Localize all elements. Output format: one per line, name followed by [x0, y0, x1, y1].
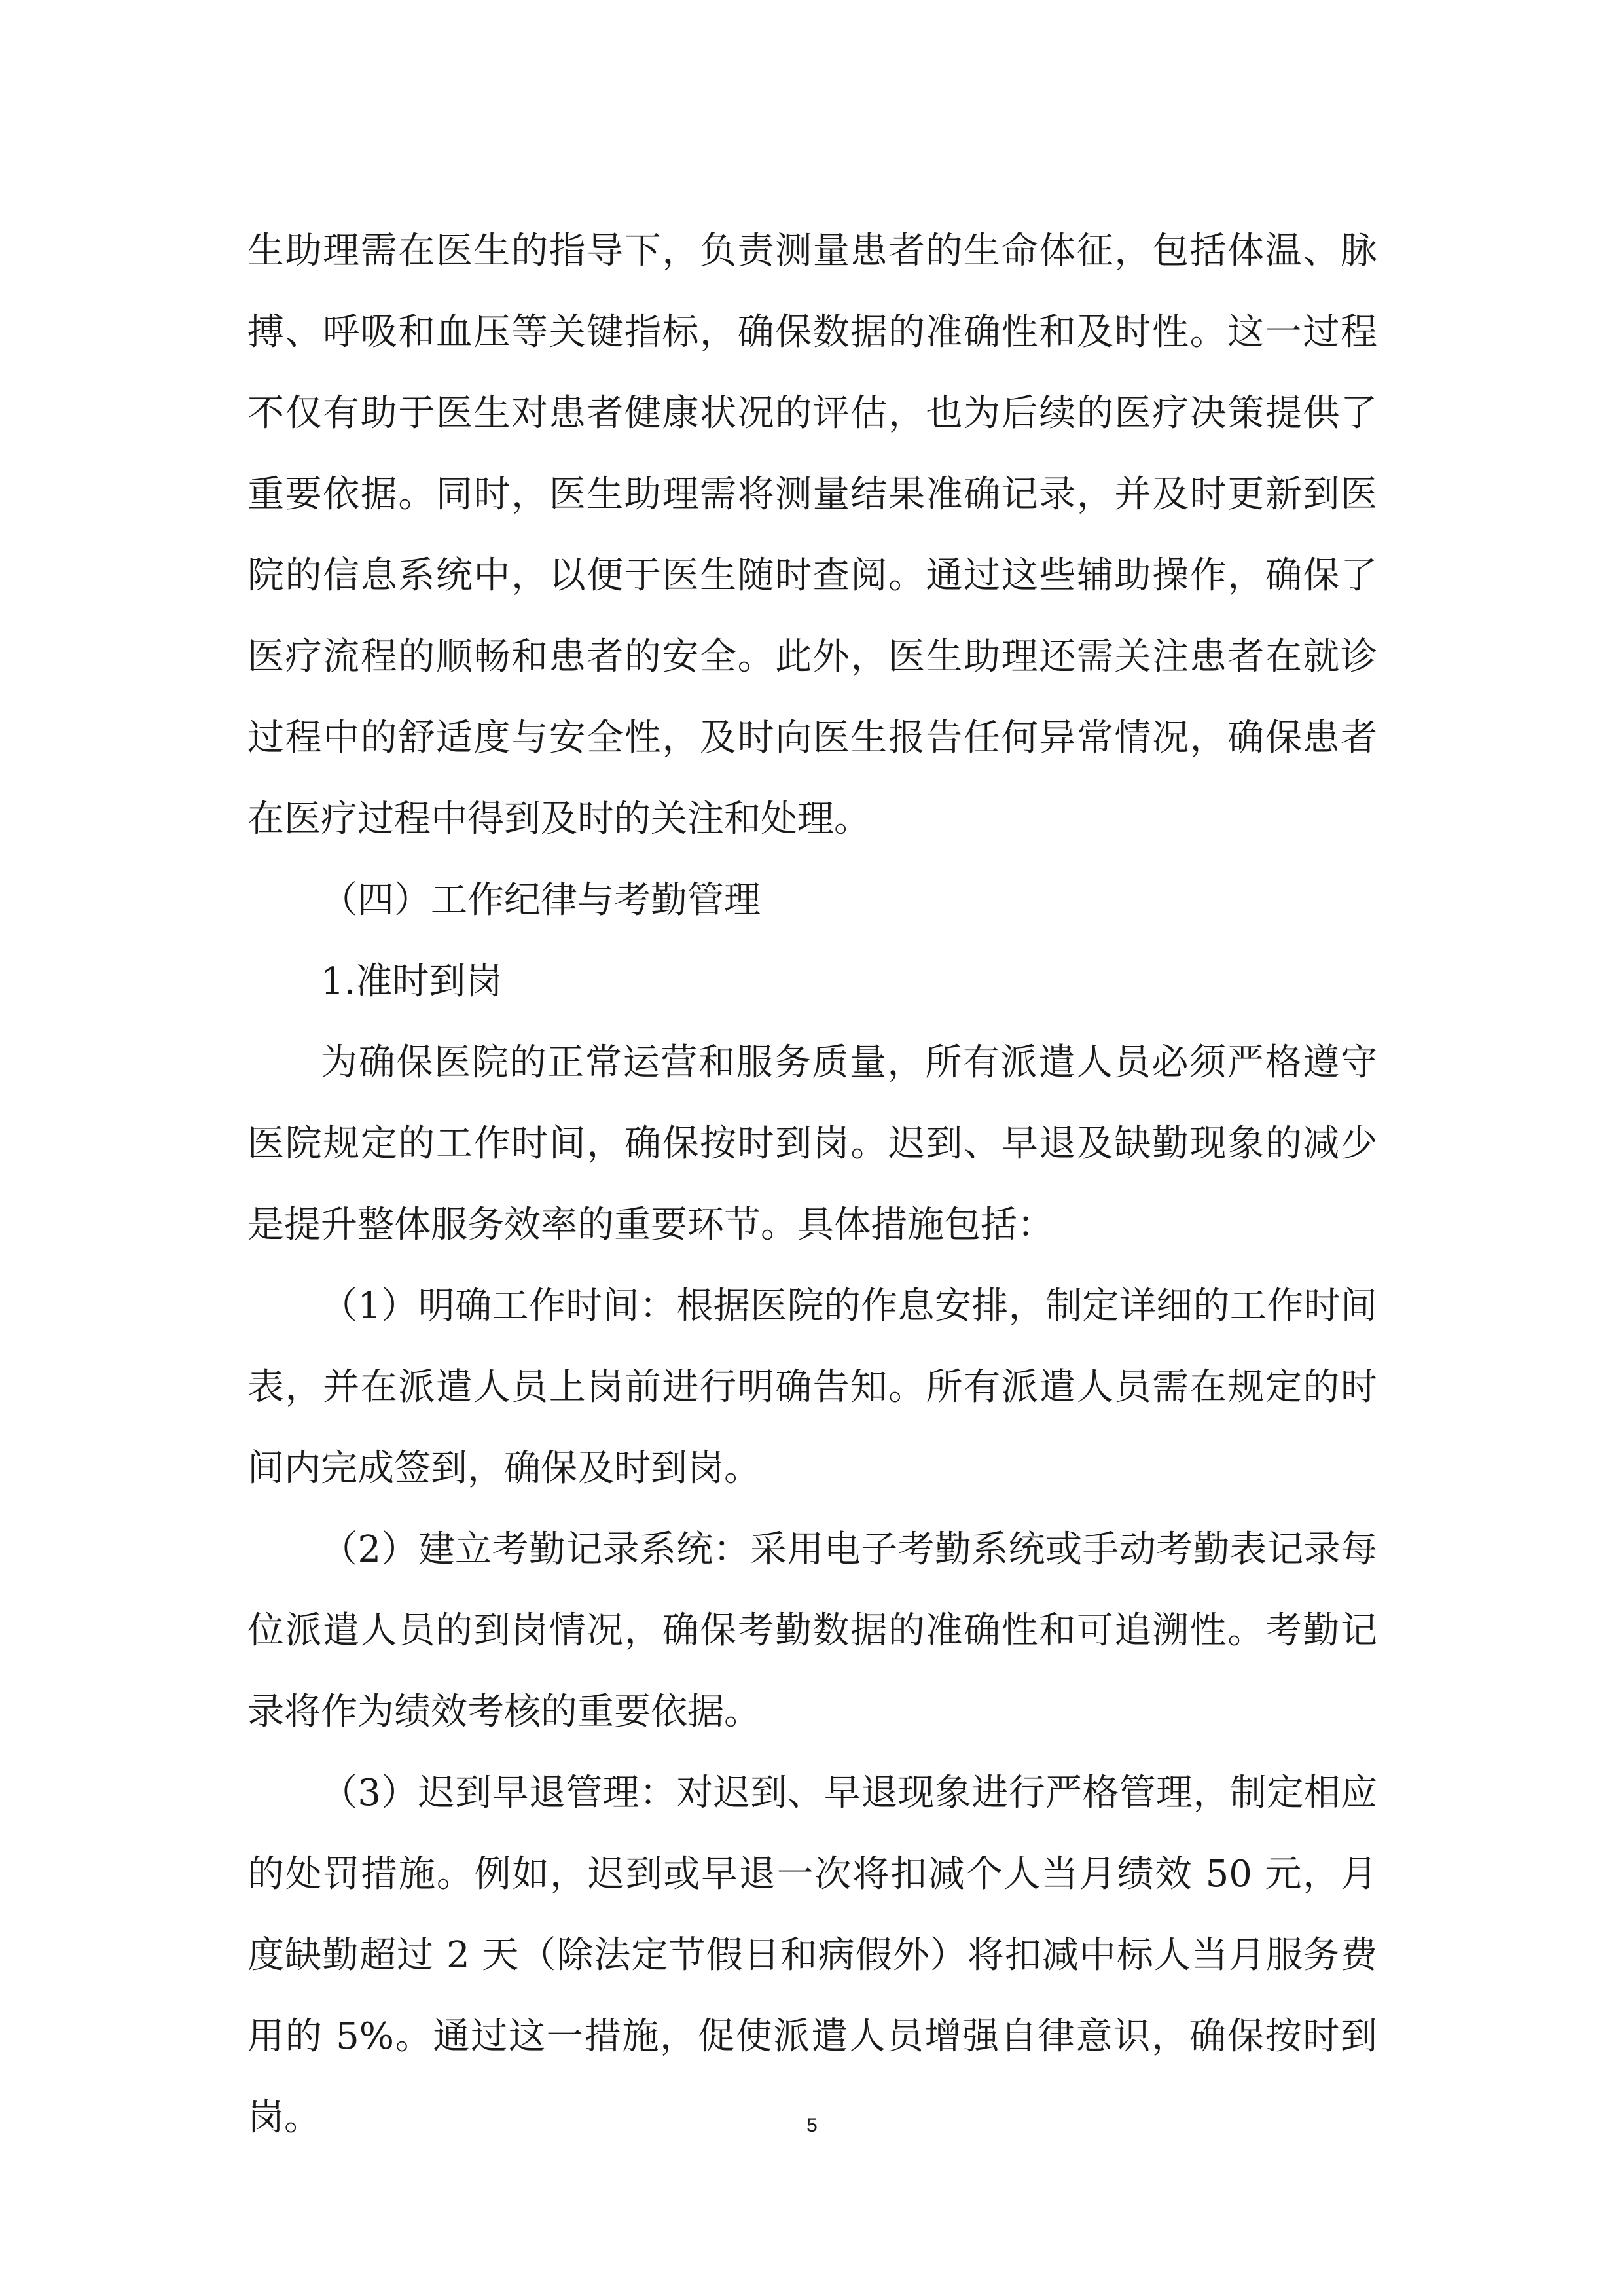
paragraph-continued: 生助理需在医生的指导下，负责测量患者的生命体征，包括体温、脉搏、呼吸和血压等关键指标，确保数据的准确性和及时性。这一过程不仅有助于医生对患者健康状况的评估，也为后续的医疗决策提供了重要依据。同时，医生助理需将测量结果准确记录，并及时更新到医院的信息系统中，以便于医生随时查阅。通过这些辅助操作，确保了医疗流程的顺畅和患者的安全。此外，医生助理还需关注患者在就诊过程中的舒适度与安全性，及时向医生报告任何异常情况，确保患者在医疗过程中得到及时的关注和处理。	[247, 230, 1377, 840]
subsection-heading: 1.准时到岗	[321, 960, 503, 1003]
document-body	[247, 211, 1377, 2159]
list-item-1: （1）明确工作时间：根据医院的作息安排，制定详细的工作时间表，并在派遣人员上岗前进行明确告知。所有派遣人员需在规定的时间内完成签到，确保及时到岗。	[247, 1285, 1377, 1490]
page-number: 5	[806, 2115, 818, 2136]
list-item-3: （3）迟到早退管理：对迟到、早退现象进行严格管理，制定相应的处罚措施。例如，迟到或早退一次将扣减个人当月绩效 50 元，月度缺勤超过 2 天（除法定节假日和病假外）将扣减中标人当月服务费用的 5%。通过这一措施，促使派遣人员增强自律意识，确保按时到岗。	[247, 1772, 1377, 2139]
paragraph-intro: 为确保医院的正常运营和服务质量，所有派遣人员必须严格遵守医院规定的工作时间，确保按时到岗。迟到、早退及缺勤现象的减少是提升整体服务效率的重要环节。具体措施包括：	[247, 1041, 1377, 1246]
list-item-2: （2）建立考勤记录系统：采用电子考勤系统或手动考勤表记录每位派遣人员的到岗情况，确保考勤数据的准确性和可追溯性。考勤记录将作为绩效考核的重要依据。	[247, 1528, 1377, 1733]
section-heading: （四）工作纪律与考勤管理	[321, 879, 761, 922]
